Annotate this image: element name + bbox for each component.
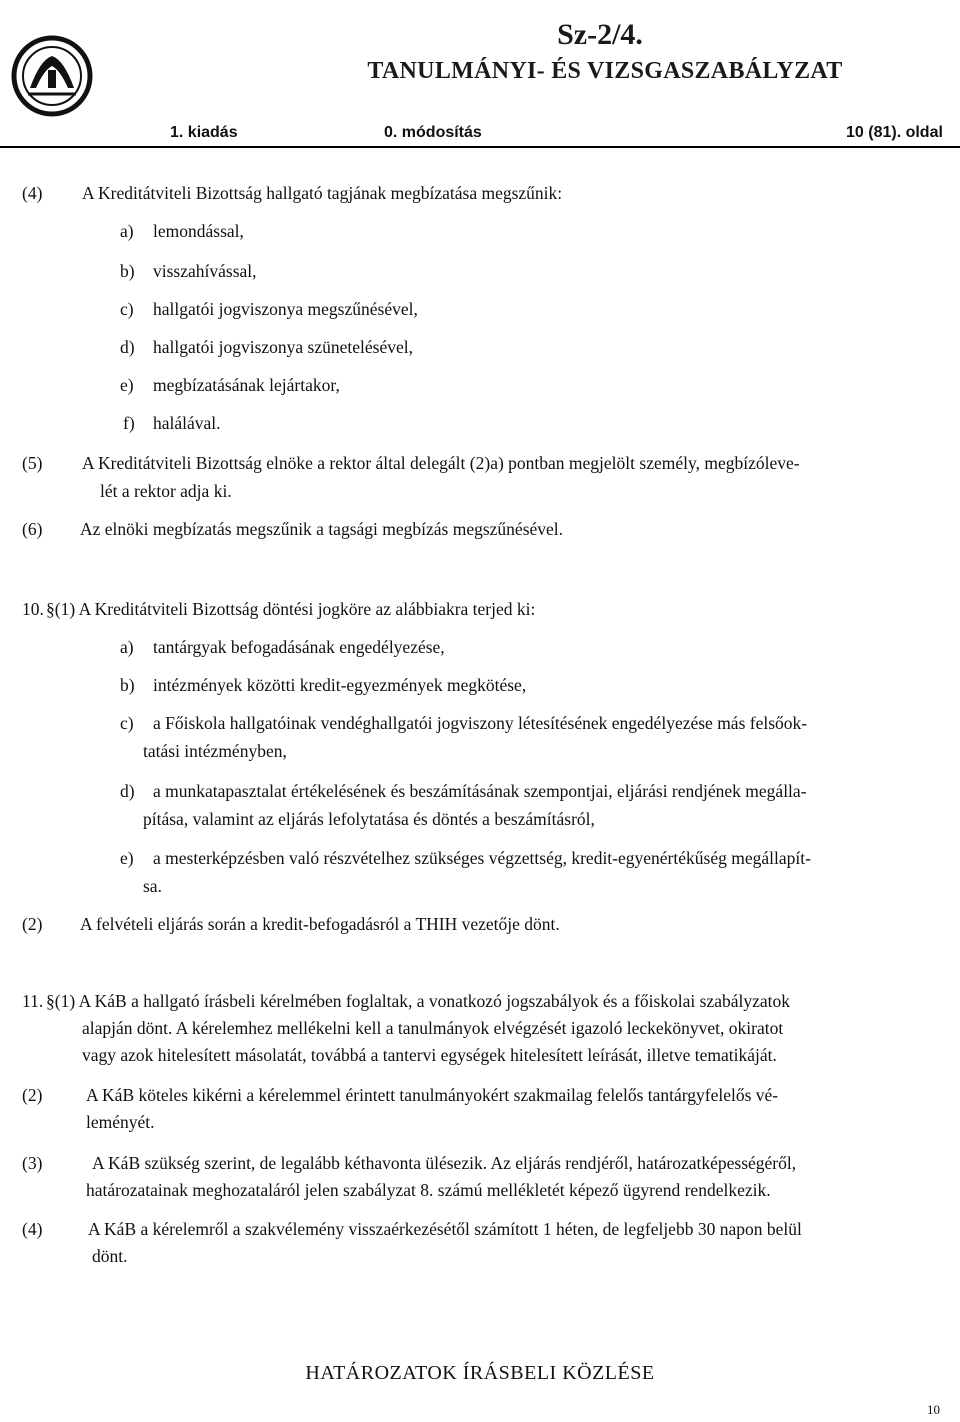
paragraph-text: A Kreditátviteli Bizottság elnöke a rektor által delegált (2)a) pontban megjelölt személy, megbízóleve- — [82, 453, 800, 473]
list-item: megbízatásának lejártakor, — [153, 375, 340, 395]
paragraph-text: A KáB szükség szerint, de legalább kéthavonta ülésezik. Az eljárás rendjéről, határozatképességéről, — [92, 1153, 797, 1173]
list-item-label: d) — [120, 781, 135, 801]
edition-label: 1. kiadás — [170, 124, 238, 141]
paragraph-number: (5) — [22, 453, 43, 473]
section-number: 11. — [22, 991, 44, 1011]
institution-logo-icon — [10, 30, 94, 122]
paragraph-text: leményét. — [86, 1112, 155, 1132]
paragraph-text: dönt. — [92, 1246, 128, 1266]
list-item: a munkatapasztalat értékelésének és beszámításának szempontjai, eljárási rendjének megálla- — [153, 781, 807, 801]
page-info-label: 10 (81). oldal — [846, 124, 943, 141]
list-item: visszahívással, — [153, 261, 257, 281]
list-item: a Főiskola hallgatóinak vendéghallgatói jogviszony létesítésének engedélyezése más felsőok- — [153, 713, 808, 733]
list-item: hallgatói jogviszonya megszűnésével, — [153, 299, 418, 319]
paragraph-number: (3) — [22, 1153, 43, 1173]
list-item: hallgatói jogviszonya szünetelésével, — [153, 337, 413, 357]
paragraph-number: (4) — [22, 1219, 43, 1239]
paragraph-text: A felvételi eljárás során a kredit-befogadásról a THIH vezetője dönt. — [80, 914, 560, 934]
document-title: TANULMÁNYI- ÉS VIZSGASZABÁLYZAT — [367, 58, 843, 84]
list-item-label: f) — [123, 413, 135, 433]
paragraph-text: Az elnöki megbízatás megszűnik a tagsági megbízás megszűnésével. — [80, 519, 564, 539]
list-item: tantárgyak befogadásának engedélyezése, — [153, 637, 445, 657]
list-item: a mesterképzésben való részvételhez szükséges végzettség, kredit-egyenértékűség megállapít- — [153, 848, 811, 868]
paragraph-text: A KáB köteles kikérni a kérelemmel érintett tanulmányokért szakmailag felelős tantárgyfelelős vé- — [86, 1085, 779, 1105]
paragraph-text: A KáB a kérelemről a szakvélemény visszaérkezésétől számított 1 héten, de legfeljebb 30 napon belül — [88, 1219, 802, 1239]
paragraph-text: alapján dönt. A kérelemhez mellékelni kell a tanulmányok elvégzését igazoló leckekönyvet, okiratot — [82, 1018, 784, 1038]
paragraph-number: (4) — [22, 183, 43, 203]
list-item-label: b) — [120, 675, 135, 695]
paragraph-number: (6) — [22, 519, 43, 539]
list-item: intézmények közötti kredit-egyezmények megkötése, — [153, 675, 527, 695]
list-item-label: a) — [120, 221, 134, 241]
paragraph-text: lét a rektor adja ki. — [100, 481, 232, 501]
modification-label: 0. módosítás — [384, 124, 482, 141]
header-divider — [0, 146, 960, 148]
list-item-label: e) — [120, 848, 134, 868]
list-item-continuation: tatási intézményben, — [143, 741, 287, 761]
list-item: halálával. — [153, 413, 221, 433]
paragraph-number: (2) — [22, 1085, 43, 1105]
list-item-label: b) — [120, 261, 135, 281]
list-item-label: a) — [120, 637, 134, 657]
paragraph-text: vagy azok hitelesített másolatát, továbbá a tantervi egységek hitelesített leírását, illetve tematikáját. — [82, 1045, 777, 1065]
paragraph-number: (2) — [22, 914, 43, 934]
page-number: 10 — [927, 1402, 940, 1417]
list-item-continuation: sa. — [143, 876, 162, 896]
list-item-label: c) — [120, 299, 134, 319]
paragraph-text: §(1) A KáB a hallgató írásbeli kérelmében foglaltak, a vonatkozó jogszabályok és a főiskolai szabályzatok — [46, 991, 790, 1011]
document-code: Sz-2/4. — [557, 18, 643, 51]
next-section-heading: HATÁROZATOK ÍRÁSBELI KÖZLÉSE — [305, 1362, 655, 1384]
section-number: 10. — [22, 599, 44, 619]
paragraph-text: §(1) A Kreditátviteli Bizottság döntési jogköre az alábbiakra terjed ki: — [46, 599, 536, 619]
paragraph-text: A Kreditátviteli Bizottság hallgató tagjának megbízatása megszűnik: — [82, 183, 563, 203]
list-item-label: e) — [120, 375, 134, 395]
list-item-continuation: pítása, valamint az eljárás lefolytatása és döntés a beszámításról, — [143, 809, 595, 829]
list-item: lemondással, — [153, 221, 244, 241]
list-item-label: d) — [120, 337, 135, 357]
list-item-label: c) — [120, 713, 134, 733]
paragraph-text: határozatainak meghozataláról jelen szabályzat 8. számú mellékletét képező ügyrend rendelkezik. — [86, 1180, 771, 1200]
